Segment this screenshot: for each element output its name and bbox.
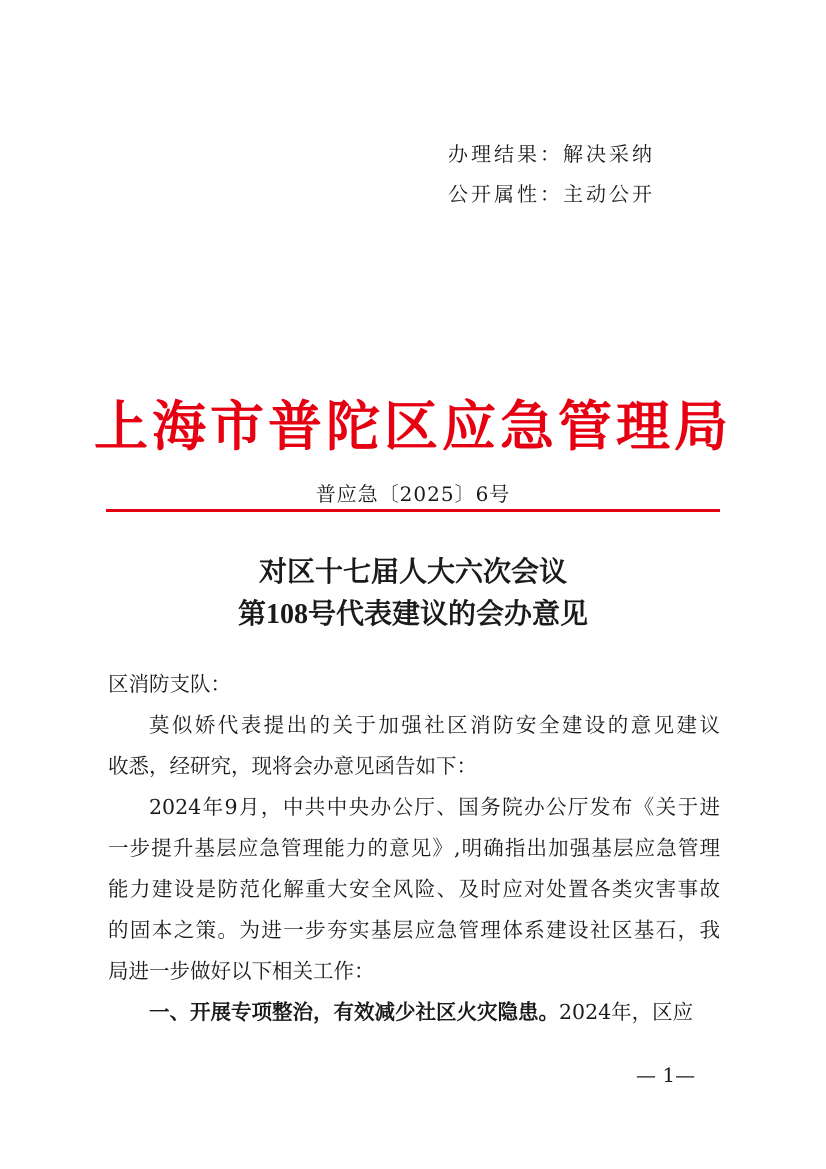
red-separator-line [106,509,720,512]
paragraph-line: 局进一步做好以下相关工作： [108,959,375,983]
salutation: 区消防支队： [108,672,231,696]
section-1-line [108,992,720,1033]
document-title-line-1: 对区十七届人大六次会议 [258,557,567,588]
issuing-organization: 上海市普陀区应急管理局 [94,394,732,458]
document-title-line-2: 第108号代表建议的会办意见 [237,599,588,630]
paragraph-line: 莫似娇代表提出的关于加强社区消防安全建设的意见建议 [149,713,720,737]
page-number: — 1— [636,1063,696,1087]
paragraph-line: 能力建设是防范化解重大安全风险、及时应对处置各类灾害事故 [108,877,720,901]
paragraph-line: 收悉，经研究，现将会办意见函告如下： [108,754,477,778]
document-body [108,664,720,1033]
paragraph-line: 的固本之策。为进一步夯实基层应急管理体系建设社区基石，我 [108,918,720,942]
document-number: 普应急〔2025〕6号 [315,482,511,506]
paragraph-line: 2024年9月，中共中央办公厅、国务院办公厅发布《关于进 [149,795,720,819]
section-1-text: 2024年，区应 [559,1000,694,1024]
disclosure-attribute: 公开属性：主动公开 [448,182,655,206]
handling-result: 办理结果：解决采纳 [448,142,655,166]
paragraph-line: 一步提升基层应急管理能力的意见》,明确指出加强基层应急管理 [108,836,720,860]
section-1-heading: 一、开展专项整治，有效减少社区火灾隐患。 [149,1000,559,1024]
